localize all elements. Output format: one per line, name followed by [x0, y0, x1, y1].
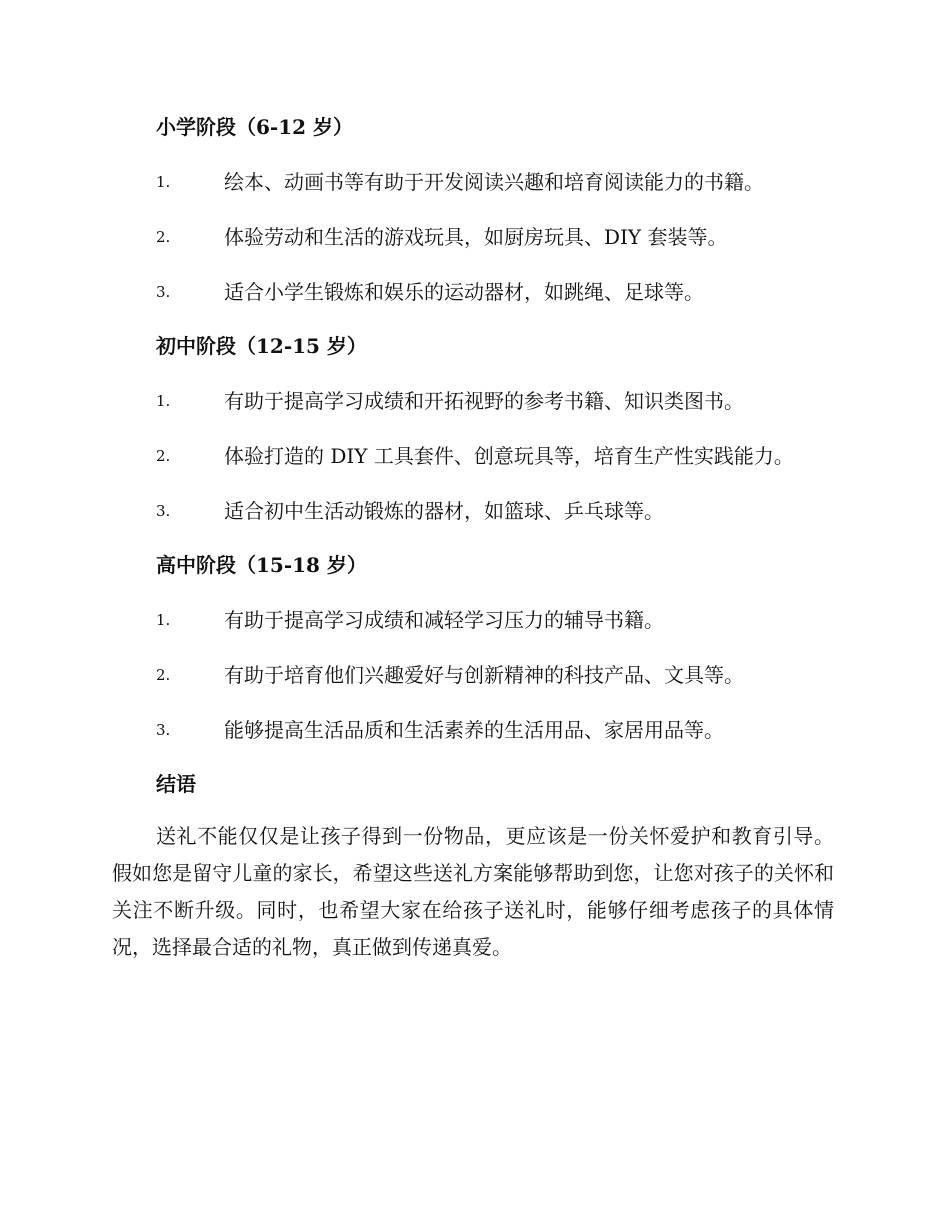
- list-item: [156, 387, 856, 415]
- list-item: [156, 442, 856, 470]
- list-text: 绘本、动画书等有助于开发阅读兴趣和培育阅读能力的书籍。: [224, 170, 764, 194]
- list-number: 3.: [156, 721, 171, 739]
- list-item: [156, 497, 856, 525]
- list-text: 适合初中生活动锻炼的器材，如篮球、乒乓球等。: [224, 499, 664, 523]
- list-text: 体验打造的 DIY 工具套件、创意玩具等，培育生产性实践能力。: [224, 444, 794, 468]
- list-number: 1.: [156, 173, 171, 191]
- list-item: [156, 716, 856, 744]
- list-text: 有助于培育他们兴趣爱好与创新精神的科技产品、文具等。: [224, 663, 744, 687]
- list-number: 2.: [156, 228, 171, 246]
- list-item: [156, 278, 856, 306]
- list-text: 能够提高生活品质和生活素养的生活用品、家居用品等。: [224, 718, 724, 742]
- list-item: [156, 606, 856, 634]
- list-number: 2.: [156, 447, 171, 465]
- conclusion-paragraph: 送礼不能仅仅是让孩子得到一份物品，更应该是一份关怀爱护和教育引导。假如您是留守儿童的家长，希望这些送礼方案能够帮助到您，让您对孩子的关怀和关注不断升级。同时，也希望大家在给孩子送礼时，能够仔细考虑孩子的具体情况，选择最合适的礼物，真正做到传递真爱。: [112, 824, 834, 959]
- section-heading-conclusion: 结语: [156, 772, 196, 796]
- list-item: [156, 661, 856, 689]
- list-text: 体验劳动和生活的游戏玩具，如厨房玩具、DIY 套装等。: [224, 225, 728, 249]
- list-number: 1.: [156, 392, 171, 410]
- section-heading-primary: 小学阶段（6-12 岁）: [156, 115, 354, 139]
- section-heading-senior: 高中阶段（15-18 岁）: [156, 553, 367, 577]
- list-text: 适合小学生锻炼和娱乐的运动器材，如跳绳、足球等。: [224, 280, 704, 304]
- list-number: 1.: [156, 611, 171, 629]
- list-number: 3.: [156, 502, 171, 520]
- list-item: [156, 168, 856, 196]
- list-item: [156, 223, 856, 251]
- list-number: 2.: [156, 666, 171, 684]
- list-text: 有助于提高学习成绩和开拓视野的参考书籍、知识类图书。: [224, 389, 744, 413]
- section-heading-junior: 初中阶段（12-15 岁）: [156, 334, 367, 358]
- list-number: 3.: [156, 283, 171, 301]
- list-text: 有助于提高学习成绩和减轻学习压力的辅导书籍。: [224, 608, 664, 632]
